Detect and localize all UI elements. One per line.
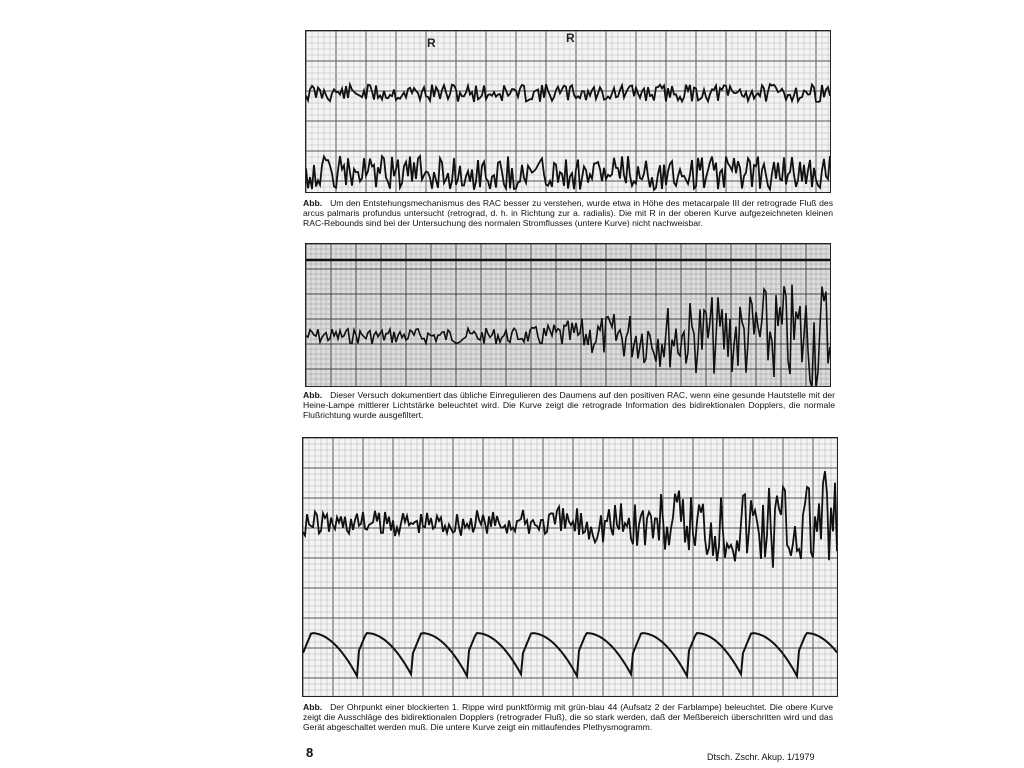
figure-1-trace-area <box>306 31 830 192</box>
figure-3-chart <box>302 437 838 697</box>
page-number: 8 <box>306 745 314 760</box>
figure-1-marker-r-2: R <box>566 31 575 45</box>
figure-3-caption-label: Abb. <box>303 702 323 712</box>
figure-3-lower-trace <box>303 633 837 676</box>
figure-1-caption-text: Um den Entstehungsmechanismus des RAC besser zu verstehen, wurde etwa in Höhe des metacarpale III der retrograde Fluß des arcus palmaris profundus untersucht (retrograd, d. h. in Richtung zur a. radialis). Die mit R in der oberen Kurve aufgezeichneten kleinen RAC-Rebounds sind bei der Untersuchung des normalen Stromflusses (untere Kurve) nicht nachweisbar. <box>303 198 833 229</box>
figure-1-caption-label: Abb. <box>303 198 323 208</box>
figure-1-caption <box>303 198 833 229</box>
figure-2-chart <box>305 243 831 387</box>
figure-1-lower-trace <box>306 156 830 190</box>
figure-2-caption-text: Dieser Versuch dokumentiert das übliche Einregulieren des Daumens auf den positiven RAC, wenn eine gesunde Hautstelle mit der Heine-Lampe mittlerer Lichtstärke beleuchtet wird. Die Kurve zeigt die retrograde Information des bidirektionalen Dopplers, die normale Flußrichtung wurde ausgefiltert. <box>303 390 835 421</box>
figure-3-upper-trace <box>303 471 837 568</box>
figure-2-trace-area <box>306 244 830 386</box>
journal-citation: Dtsch. Zschr. Akup. 1/1979 <box>707 752 815 762</box>
figure-3-trace-area <box>303 438 837 696</box>
figure-2-caption-label: Abb. <box>303 390 323 400</box>
figure-1-chart <box>305 30 831 193</box>
figure-3-caption <box>303 702 833 733</box>
figure-1-upper-trace <box>306 84 830 102</box>
figure-2-trace <box>306 285 830 386</box>
figure-2-caption <box>303 390 835 421</box>
figure-1-marker-r-1: R <box>427 36 436 50</box>
figure-3-caption-text: Der Ohrpunkt einer blockierten 1. Rippe wird punktförmig mit grün-blau 44 (Aufsatz 2 der Farblampe) beleuchtet. Die obere Kurve zeigt die Ausschläge des bidirektionalen Dopplers (retrograder Fluß), die so stark werden, daß der Meßbereich überschritten wird und das Gerät abgeschaltet werden muß. Die untere Kurve zeigt ein mitlaufendes Plethysmogramm. <box>303 702 833 733</box>
